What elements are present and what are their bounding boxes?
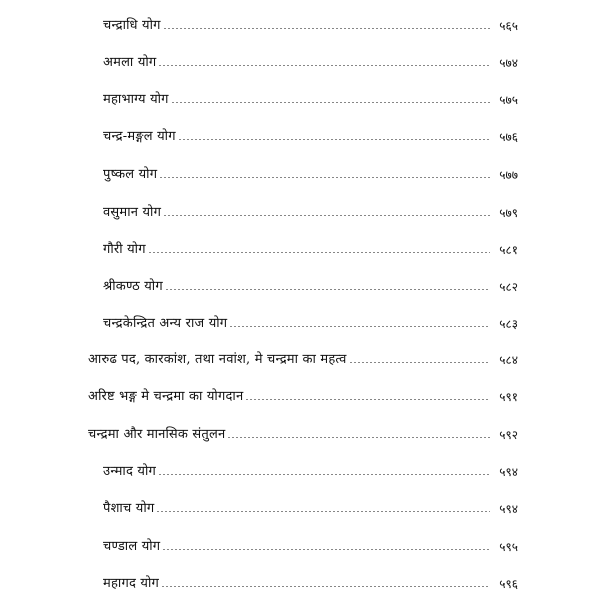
dot-leader [171,102,490,103]
toc-entry-page: ५९२ [499,428,518,442]
toc-entry-page: ५८१ [499,243,518,257]
toc-entry [88,340,518,366]
dot-leader [158,474,490,475]
dot-leader [162,549,490,550]
dot-leader [163,28,490,29]
toc-entry [103,527,518,553]
toc-entry [103,564,518,590]
toc-entry [103,304,518,330]
dot-leader [227,437,490,438]
toc-entry-page: ५९५ [499,540,518,554]
dot-leader [148,252,490,253]
toc-entry-title: पुष्कल योग [103,167,158,182]
toc-entry-page: ५९६ [499,577,518,591]
toc-entry-title: अरिष्ट भङ्ग मे चन्द्रमा का योगदान [88,389,244,404]
toc-entry [103,230,518,256]
toc-entry [88,415,518,441]
toc-entry-page: ५८२ [499,280,518,294]
dot-leader [165,289,490,290]
toc-entry-title: श्रीकण्ठ योग [103,279,163,294]
toc-entry-title: चन्द्र-मङ्गल योग [103,129,176,144]
dot-leader [158,65,490,66]
dot-leader [178,139,490,140]
dot-leader [229,326,490,327]
toc-entry [103,43,518,69]
toc-entry-page: ५७७ [499,168,518,182]
toc-entry-page: ५८३ [499,317,518,331]
toc-entry-title: चण्डाल योग [103,539,161,554]
toc-entry [103,117,518,143]
toc-entry [103,155,518,181]
toc-entry-page: ५७९ [499,206,518,220]
toc-entry-title: उन्माद योग [103,464,157,479]
toc-entry-page: ५९४ [499,502,518,516]
toc-entry [103,80,518,106]
toc-entry-page: ५७४ [499,56,518,70]
dot-leader [156,511,490,512]
toc-entry-title: महागद योग [103,576,160,591]
dot-leader [159,177,490,178]
toc-entry [103,6,518,32]
dot-leader [161,586,490,587]
toc-entry-page: ५८४ [499,353,518,367]
toc-entry [88,377,518,403]
toc-entry-title: चन्द्रमा और मानसिक संतुलन [88,427,226,442]
toc-entry-page: ५७५ [499,93,518,107]
dot-leader [245,399,490,400]
toc-entry-title: पैशाच योग [103,501,155,516]
toc-entry [103,193,518,219]
toc-entry-page: ५६५ [499,19,518,33]
toc-entry-page: ५९१ [499,390,518,404]
dot-leader [163,215,490,216]
toc-entry [103,489,518,515]
toc-entry-title: चन्द्रकेन्द्रित अन्य राज योग [103,316,228,331]
toc-entry-title: आरुढ पद, कारकांश, तथा नवांश, मे चन्द्रमा का महत्व [88,352,347,367]
toc-entry [103,452,518,478]
dot-leader [349,362,490,363]
toc-entry [103,267,518,293]
toc-entry-title: महाभाग्य योग [103,92,169,107]
toc-entry-title: अमला योग [103,55,157,70]
toc-entry-page: ५९४ [499,465,518,479]
toc-entry-page: ५७६ [499,130,518,144]
toc-entry-title: वसुमान योग [103,205,162,220]
toc-entry-title: गौरी योग [103,242,146,257]
toc-entry-title: चन्द्राधि योग [103,18,161,33]
